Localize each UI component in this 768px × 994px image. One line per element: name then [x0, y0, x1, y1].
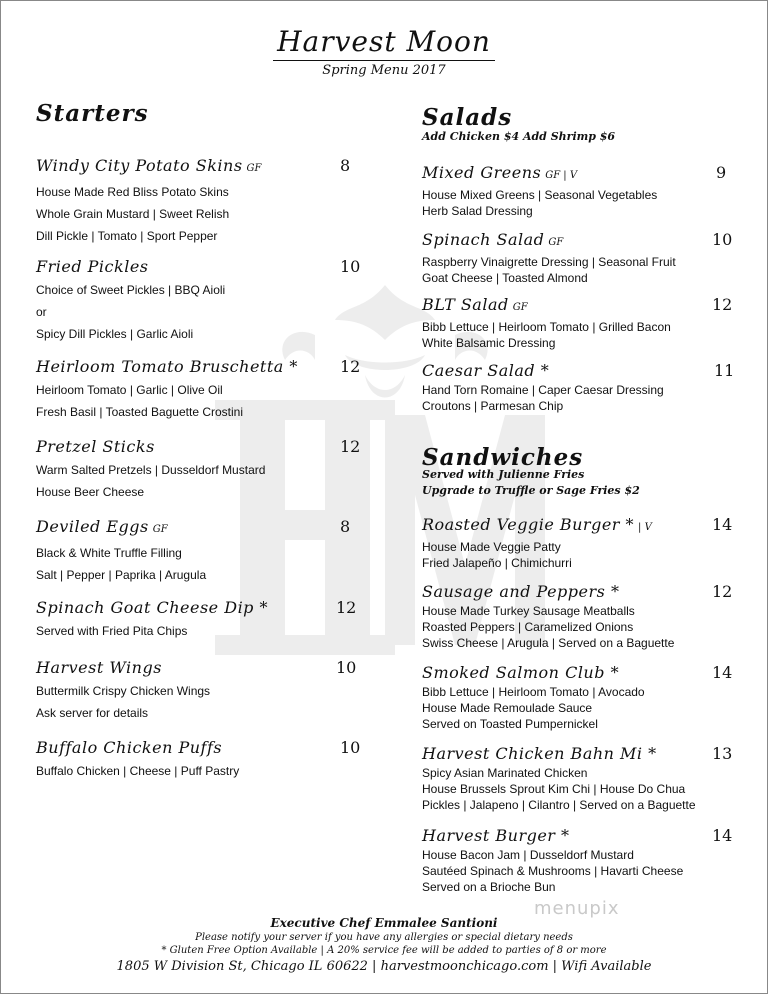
item-name: Caesar Salad * [422, 361, 550, 380]
item-line: Black & White Truffle Filling [36, 546, 182, 560]
item-name: Harvest Burger * [422, 826, 570, 845]
item-line: House Beer Cheese [36, 485, 145, 499]
item-line: Spicy Dill Pickles | Garlic Aioli [36, 327, 194, 341]
item-line: Spicy Asian Marinated Chicken [422, 766, 588, 780]
item-name: Buffalo Chicken Puffs [36, 738, 223, 757]
menupix-watermark: menupix [534, 898, 620, 919]
item-line: Croutons | Parmesan Chip [422, 399, 564, 413]
item-line: Fried Jalapeño | Chimichurri [422, 556, 572, 570]
menu-item [36, 436, 366, 502]
chef-credit: Executive Chef Emmalee Santioni [270, 916, 498, 930]
item-price: 10 [712, 230, 733, 249]
item-line: Choice of Sweet Pickles | BBQ Aioli [36, 283, 226, 297]
menu-footer [0, 915, 768, 976]
item-line: Bibb Lettuce | Heirloom Tomato | Avocado [422, 685, 645, 699]
item-line: Heirloom Tomato | Garlic | Olive Oil [36, 383, 223, 397]
sandwiches-upgrade-note: Upgrade to Truffle or Sage Fries $2 [422, 484, 640, 497]
menu-item [422, 162, 762, 219]
item-line: Dill Pickle | Tomato | Sport Pepper [36, 229, 218, 243]
item-price: 8 [340, 517, 351, 536]
allergy-note: Please notify your server if you have any allergies or special dietary needs [195, 932, 573, 943]
item-price: 12 [340, 437, 361, 456]
menu-item [36, 356, 366, 422]
item-line: House Made Remoulade Sauce [422, 701, 593, 715]
menu-item [422, 662, 762, 732]
item-price: 10 [336, 658, 357, 677]
item-line: House Bacon Jam | Dusseldorf Mustard [422, 848, 634, 862]
menu-item [36, 657, 366, 723]
item-line: Pickles | Jalapeno | Cilantro | Served on a Baguette [422, 798, 696, 812]
item-name: Harvest Chicken Bahn Mi * [422, 744, 657, 763]
starters-title: Starters [36, 100, 149, 127]
gluten-service-note: * Gluten Free Option Available | A 20% service fee will be added to parties of 8 or more [161, 945, 607, 956]
item-name: Roasted Veggie Burger * | V [422, 515, 652, 534]
item-price: 8 [340, 156, 351, 175]
menu-item [36, 516, 366, 585]
address-line: 1805 W Division St, Chicago IL 60622 | harvestmoonchicago.com | Wifi Available [116, 959, 652, 974]
item-price: 11 [714, 361, 735, 380]
item-line: Bibb Lettuce | Heirloom Tomato | Grilled Bacon [422, 320, 671, 334]
item-line: Sautéed Spinach & Mushrooms | Havarti Cheese [422, 864, 684, 878]
item-line: Ask server for details [36, 706, 149, 720]
item-tag: GF [152, 524, 168, 535]
item-price: 14 [712, 515, 733, 534]
menu-item [36, 737, 366, 781]
item-price: 12 [712, 582, 733, 601]
item-line: Herb Salad Dressing [422, 204, 533, 218]
item-line: House Mixed Greens | Seasonal Vegetables [422, 188, 658, 202]
item-name: Sausage and Peppers * [422, 582, 620, 601]
item-line: White Balsamic Dressing [422, 336, 556, 350]
item-price: 12 [340, 357, 361, 376]
item-line: Roasted Peppers | Caramelized Onions [422, 620, 634, 634]
item-line: House Made Red Bliss Potato Skins [36, 185, 229, 199]
item-tag: GF [246, 163, 262, 174]
item-line: Buttermilk Crispy Chicken Wings [36, 684, 211, 698]
menu-subtitle: Spring Menu 2017 [322, 63, 446, 78]
menu-item [36, 256, 366, 344]
sandwiches-title: Sandwiches [422, 444, 584, 471]
sandwiches-note: Served with Julienne Fries [422, 468, 585, 481]
item-line: Swiss Cheese | Arugula | Served on a Baguette [422, 636, 675, 650]
item-price: 9 [716, 163, 727, 182]
item-line: House Made Veggie Patty [422, 540, 561, 554]
menu-item [422, 360, 762, 414]
salads-note: Add Chicken $4 Add Shrimp $6 [422, 130, 616, 143]
item-tag: GF [512, 302, 528, 313]
item-price: 12 [336, 598, 357, 617]
item-line: Salt | Pepper | Paprika | Arugula [36, 568, 207, 582]
item-name: Harvest Wings [36, 658, 162, 677]
item-line: Hand Torn Romaine | Caper Caesar Dressing [422, 383, 664, 397]
menu-item [422, 825, 762, 895]
item-line: Goat Cheese | Toasted Almond [422, 271, 588, 285]
item-line: Raspberry Vinaigrette Dressing | Seasonal Fruit [422, 255, 676, 269]
item-line: House Made Turkey Sausage Meatballs [422, 604, 635, 618]
item-line: Served with Fried Pita Chips [36, 624, 188, 638]
item-line: Fresh Basil | Toasted Baguette Crostini [36, 405, 243, 419]
item-name: Spinach Goat Cheese Dip * [36, 598, 269, 617]
menu-item [422, 229, 762, 286]
item-price: 10 [340, 257, 361, 276]
item-tag: GF [548, 237, 564, 248]
restaurant-title: Harvest Moon [273, 26, 495, 61]
item-name: Deviled Eggs GF [36, 517, 168, 536]
item-line: Buffalo Chicken | Cheese | Puff Pastry [36, 764, 240, 778]
item-name: Pretzel Sticks [36, 437, 155, 456]
item-name: Heirloom Tomato Bruschetta * [36, 357, 298, 376]
item-tag: | V [638, 522, 652, 533]
menu-item [422, 294, 762, 351]
item-name: Smoked Salmon Club * [422, 663, 620, 682]
menu-item [422, 581, 762, 651]
menu-header [0, 26, 768, 78]
item-line: Whole Grain Mustard | Sweet Relish [36, 207, 230, 221]
item-line: Served on a Brioche Bun [422, 880, 556, 894]
item-tag: GF | V [545, 170, 578, 181]
item-line: or [36, 305, 47, 319]
menu-item [36, 597, 366, 641]
item-name: Fried Pickles [36, 257, 149, 276]
menu-item [422, 514, 762, 571]
item-name: BLT Salad GF [422, 295, 528, 314]
item-price: 14 [712, 826, 733, 845]
item-line: Served on Toasted Pumpernickel [422, 717, 598, 731]
item-price: 10 [340, 738, 361, 757]
item-price: 13 [712, 744, 733, 763]
menu-item [422, 743, 762, 813]
salads-title: Salads [422, 104, 513, 131]
item-name: Windy City Potato Skins GF [36, 156, 262, 175]
item-line: House Brussels Sprout Kim Chi | House Do Chua [422, 782, 686, 796]
item-line: Warm Salted Pretzels | Dusseldorf Mustard [36, 463, 266, 477]
item-price: 14 [712, 663, 733, 682]
menu-item [36, 155, 366, 246]
item-name: Mixed Greens GF | V [422, 163, 578, 182]
item-name: Spinach Salad GF [422, 230, 564, 249]
item-price: 12 [712, 295, 733, 314]
